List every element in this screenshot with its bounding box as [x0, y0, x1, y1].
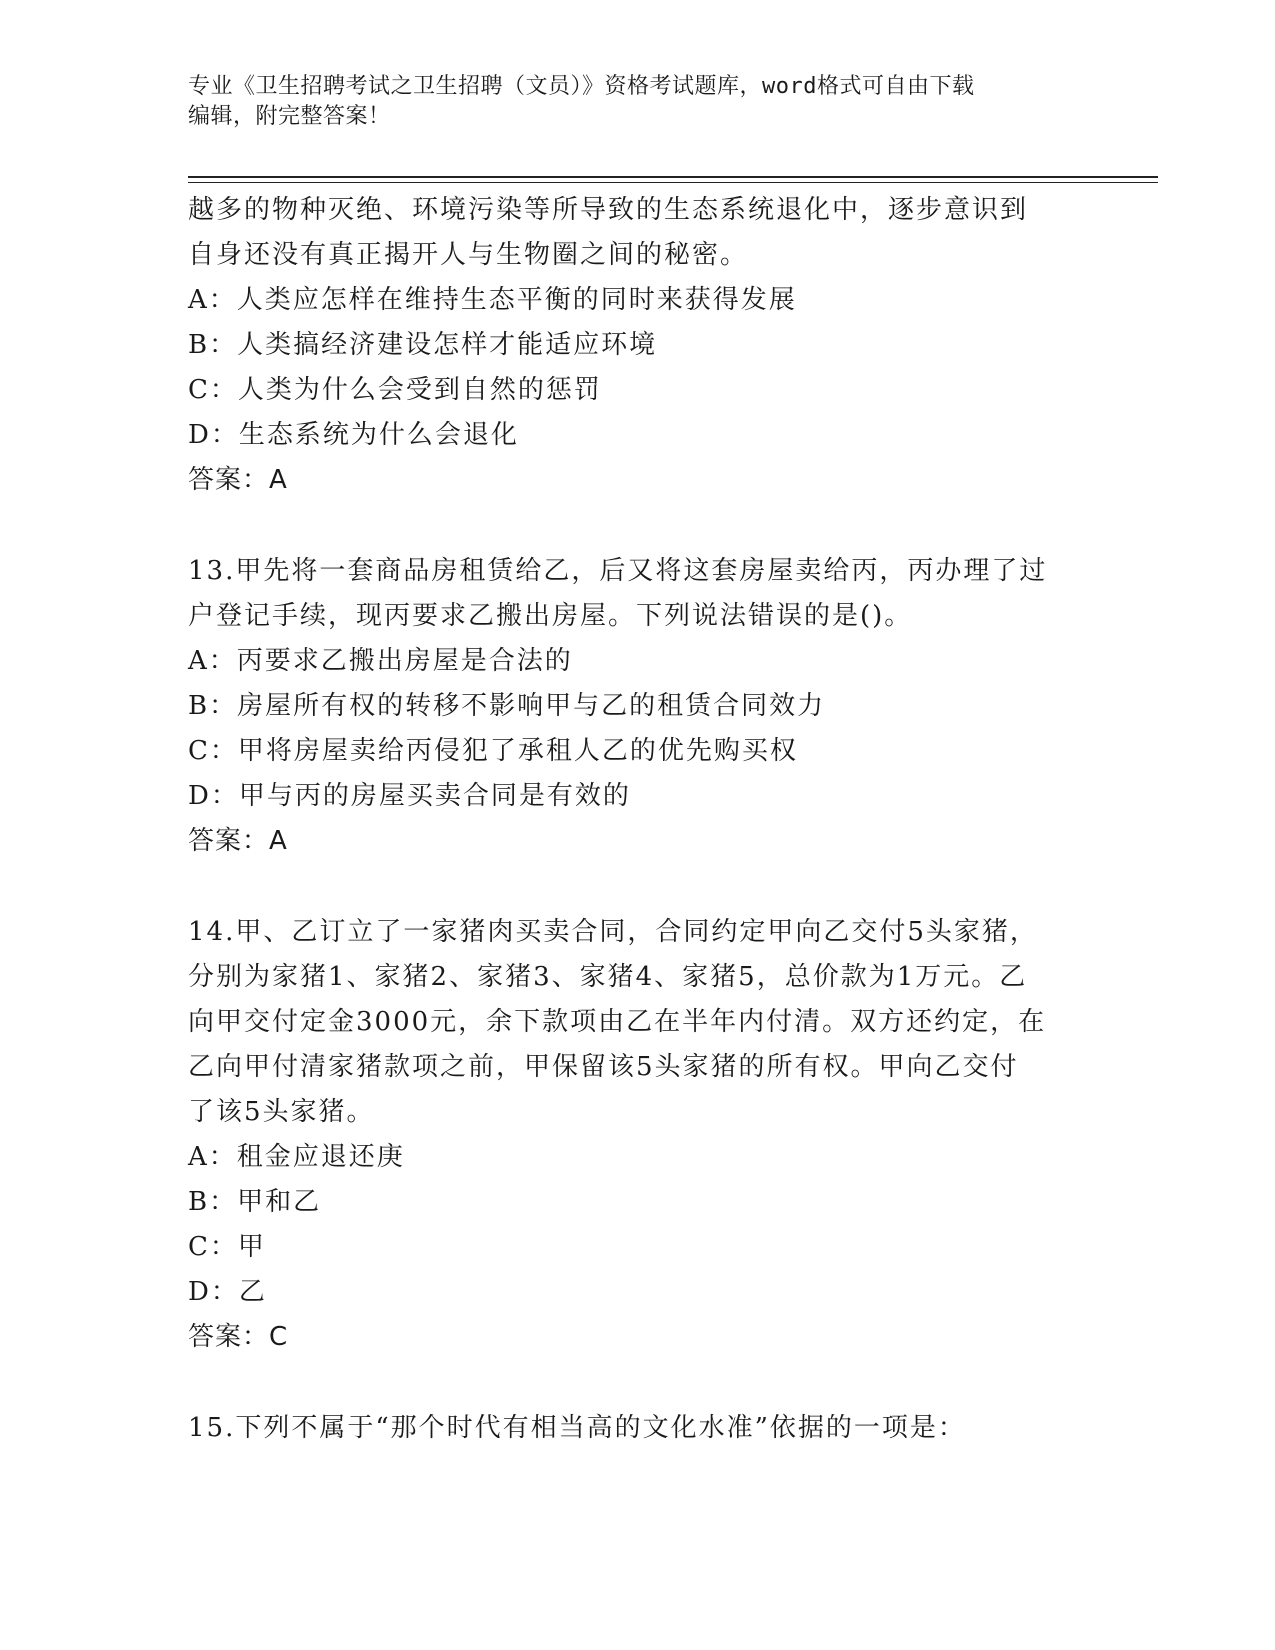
- question-stem-line: 了该5头家猪。: [188, 1097, 375, 1127]
- question-stem-line: 15.下列不属于“那个时代有相当高的文化水准”依据的一项是：: [188, 1413, 966, 1443]
- question-stem-line: 户登记手续，现丙要求乙搬出房屋。下列说法错误的是()。: [188, 601, 913, 631]
- option-a: A：人类应怎样在维持生态平衡的同时来获得发展: [188, 285, 797, 315]
- header-rule-thick: [188, 176, 1158, 178]
- question-stem-line: 越多的物种灭绝、环境污染等所导致的生态系统退化中，逐步意识到: [188, 195, 1029, 225]
- option-c: C：人类为什么会受到自然的惩罚: [188, 375, 602, 405]
- header-rule-thin: [188, 182, 1158, 183]
- spacer: [188, 864, 1088, 910]
- question-14: [188, 910, 1088, 1360]
- header-line-2: 编辑，附完整答案！: [188, 104, 391, 129]
- document-header: [188, 72, 1088, 132]
- header-line-1: 专业《卫生招聘考试之卫生招聘（文员）》资格考试题库，word格式可自由下载: [188, 74, 975, 99]
- answer-line: 答案：A: [188, 465, 288, 495]
- question-stem-line: 14.甲、乙订立了一家猪肉买卖合同，合同约定甲向乙交付5头家猪，: [188, 917, 1038, 947]
- option-b: B：甲和乙: [188, 1187, 322, 1217]
- answer-line: 答案：C: [188, 1322, 289, 1352]
- question-list: [188, 188, 1088, 1451]
- option-d: D：乙: [188, 1277, 267, 1307]
- question-stem-line: 自身还没有真正揭开人与生物圈之间的秘密。: [188, 240, 749, 270]
- question-15: [188, 1406, 1088, 1451]
- option-d: D：生态系统为什么会退化: [188, 420, 519, 450]
- option-b: B：房屋所有权的转移不影响甲与乙的租赁合同效力: [188, 691, 826, 721]
- spacer: [188, 1360, 1088, 1406]
- question-stem-line: 乙向甲付清家猪款项之前，甲保留该5头家猪的所有权。甲向乙交付: [188, 1052, 1019, 1082]
- answer-line: 答案：A: [188, 826, 288, 856]
- question-stem-line: 向甲交付定金3000元，余下款项由乙在半年内付清。双方还约定，在: [188, 1007, 1047, 1037]
- spacer: [188, 503, 1088, 549]
- option-c: C：甲将房屋卖给丙侵犯了承租人乙的优先购买权: [188, 736, 798, 766]
- question-12: [188, 188, 1088, 503]
- question-stem-line: 13.甲先将一套商品房租赁给乙，后又将这套房屋卖给丙，丙办理了过: [188, 556, 1048, 586]
- option-c: C：甲: [188, 1232, 266, 1262]
- question-13: [188, 549, 1088, 864]
- question-stem-line: 分别为家猪1、家猪2、家猪3、家猪4、家猪5，总价款为1万元。乙: [188, 962, 1028, 992]
- option-a: A：丙要求乙搬出房屋是合法的: [188, 646, 573, 676]
- option-a: A：租金应退还庚: [188, 1142, 405, 1172]
- option-b: B：人类搞经济建设怎样才能适应环境: [188, 330, 658, 360]
- option-d: D：甲与丙的房屋买卖合同是有效的: [188, 781, 631, 811]
